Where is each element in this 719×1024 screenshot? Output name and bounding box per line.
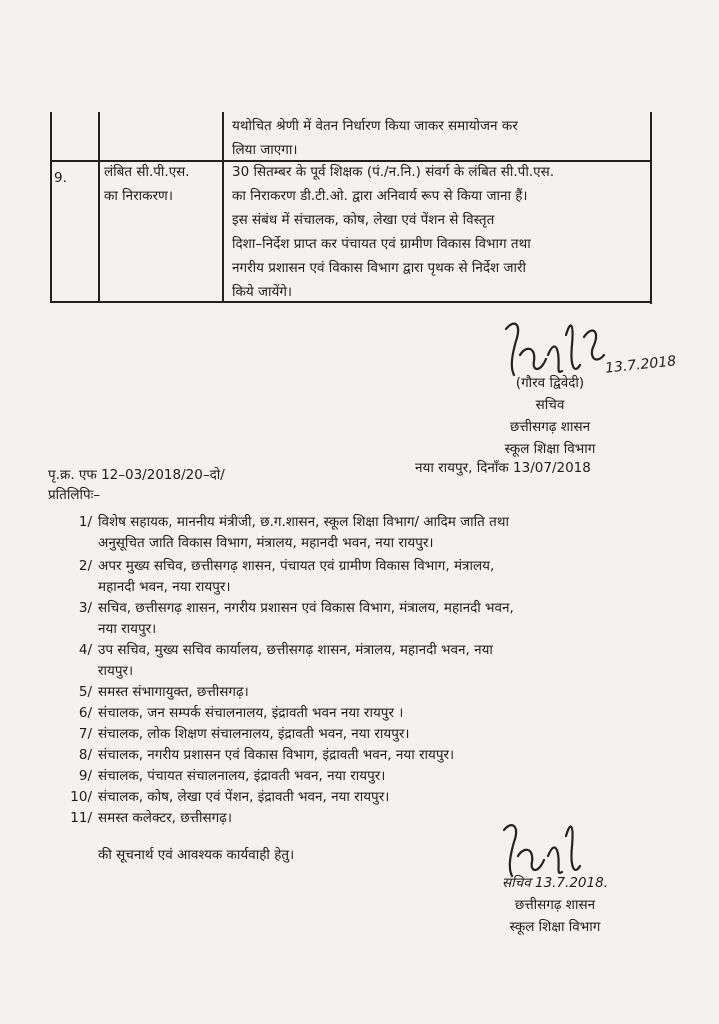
list-item-line: विशेष सहायक, माननीय मंत्रीजी, छ.ग.शासन, स्कूल शिक्षा विभाग/ आदिम जाति तथा — [98, 514, 509, 530]
row2-title — [104, 160, 190, 208]
place-date: नया रायपुर, दिनाँक 13/07/2018 — [415, 460, 591, 476]
table-border-left — [50, 112, 52, 302]
list-item-line: सचिव, छत्तीसगढ़ शासन, नगरीय प्रशासन एवं विकास विभाग, मंत्रालय, महानदी भवन, — [98, 600, 514, 616]
table-border-right — [650, 112, 652, 304]
signatory-designation: सचिव — [535, 397, 565, 413]
row2-line: दिशा–निर्देश प्राप्त कर पंचायत एवं ग्रामीण विकास विभाग तथा — [232, 236, 531, 252]
signatory2-department: स्कूल शिक्षा विभाग — [509, 919, 601, 935]
row2-line: 30 सितम्बर के पूर्व शिक्षक (पं./न.नि.) संवर्ग के लंबित सी.पी.एस. — [232, 164, 555, 180]
row2-text — [232, 160, 554, 304]
list-item-line: संचालक, जन सम्पर्क संचालनालय, इंद्रावती भवन नया रायपुर । — [98, 705, 404, 721]
row2-line: का निराकरण डी.टी.ओ. द्वारा अनिवार्य रूप से किया जाना हैं। — [232, 188, 528, 204]
list-item-number: 7/ — [78, 726, 92, 742]
list-item-line: नया रायपुर। — [98, 621, 157, 637]
list-item-line: संचालक, पंचायत संचालनालय, इंद्रावती भवन, नया रायपुर। — [98, 768, 386, 784]
row2-line: किये जायेंगे। — [232, 284, 293, 300]
list-item-line: महानदी भवन, नया रायपुर। — [98, 579, 231, 595]
list-item-number: 9/ — [78, 768, 92, 784]
list-item-number: 10/ — [70, 789, 92, 805]
list-item-line: संचालक, कोष, लेखा एवं पेंशन, इंद्रावती भवन, नया रायपुर। — [98, 789, 390, 805]
signatory-government: छत्तीसगढ़ शासन — [509, 419, 591, 435]
list-item-line: संचालक, नगरीय प्रशासन एवं विकास विभाग, इंद्रावती भवन, नया रायपुर। — [98, 747, 455, 763]
list-item-line: उप सचिव, मुख्य सचिव कार्यालय, छत्तीसगढ़ शासन, मंत्रालय, महानदी भवन, नया — [98, 642, 493, 658]
table-divider-2 — [222, 112, 224, 302]
signatory-name: (गौरव द्विवेदी) — [515, 375, 585, 391]
row2-number: 9. — [54, 170, 67, 186]
row1-line: यथोचित श्रेणी में वेतन निर्धारण किया जाकर समायोजन कर — [232, 118, 518, 134]
closing-note: की सूचनार्थ एवं आवश्यक कार्यवाही हेतु। — [98, 847, 295, 863]
list-item-line: समस्त कलेक्टर, छत्तीसगढ़। — [98, 810, 232, 826]
row1-line: लिया जाएगा। — [232, 142, 298, 158]
list-item-line: अनुसूचित जाति विकास विभाग, मंत्रालय, महानदी भवन, नया रायपुर। — [98, 535, 434, 551]
table-divider-1 — [98, 112, 100, 302]
signatory2-block — [470, 872, 640, 938]
signatory-block — [470, 372, 630, 460]
list-item-number: 2/ — [78, 558, 92, 574]
file-number: पृ.क्र. एफ 12–03/2018/20–दो/ — [48, 467, 225, 483]
list-item-number: 3/ — [78, 600, 92, 616]
signatory2-government: छत्तीसगढ़ शासन — [514, 897, 596, 913]
list-item-line: समस्त संभागायुक्त, छत्तीसगढ़। — [98, 684, 249, 700]
row2-line: नगरीय प्रशासन एवं विकास विभाग द्वारा पृथक से निर्देश जारी — [232, 260, 527, 276]
list-item-number: 8/ — [78, 747, 92, 763]
row1-text — [232, 114, 518, 162]
list-item-line: रायपुर। — [98, 663, 134, 679]
list-item-number: 4/ — [78, 642, 92, 658]
signature-date-1: 13.7.2018 — [604, 353, 677, 377]
copy-heading: प्रतिलिपिः– — [48, 487, 101, 503]
list-item-number: 6/ — [78, 705, 92, 721]
list-item-number: 1/ — [78, 514, 92, 530]
list-item-line: संचालक, लोक शिक्षण संचालनालय, इंद्रावती भवन, नया रायपुर। — [98, 726, 410, 742]
instruction-table — [50, 112, 652, 306]
list-item-number: 5/ — [78, 684, 92, 700]
row2-title-line: लंबित सी.पी.एस. — [104, 164, 190, 180]
row2-line: इस संबंध में संचालक, कोष, लेखा एवं पेंशन से विस्तृत — [232, 212, 495, 228]
list-item-line: अपर मुख्य सचिव, छत्तीसगढ़ शासन, पंचायत एवं ग्रामीण विकास विभाग, मंत्रालय, — [98, 558, 495, 574]
row2-title-line: का निराकरण। — [104, 188, 173, 204]
list-item-number: 11/ — [70, 810, 92, 826]
signatory-department: स्कूल शिक्षा विभाग — [504, 441, 596, 457]
signatory2-designation: सचिव 13.7.2018. — [502, 875, 608, 891]
